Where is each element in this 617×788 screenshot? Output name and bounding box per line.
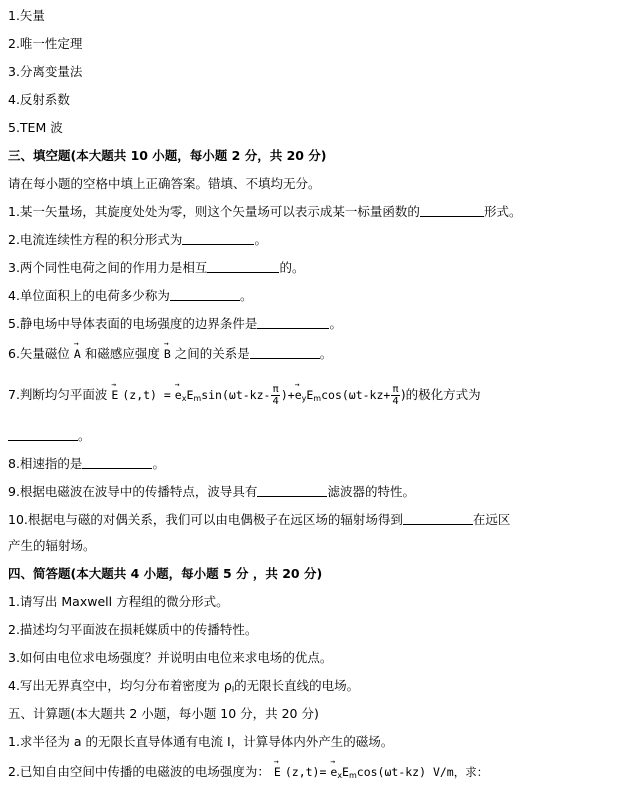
q5-text: 5.静电场中导体表面的电场强度的边界条件是 [8, 316, 258, 331]
q8-period: 。 [152, 456, 165, 471]
q3-text-b: 的。 [279, 260, 305, 275]
q1-text-b: 形式。 [483, 204, 522, 219]
q6-text-c: 之间的关系是 [174, 346, 250, 361]
q10-blank [403, 512, 473, 525]
fill-question-4 [8, 288, 252, 304]
q10-text-b: 在远区 [472, 512, 511, 527]
cq2-args: (z,t)= [284, 765, 327, 779]
sq4-text-a: 4.写出无界真空中，均匀分布着密度为 ρ [8, 678, 232, 693]
q7-four-2: 4 [392, 396, 399, 407]
q7-vector-e: → E [111, 387, 118, 403]
q6-text-a: 6.矢量磁位 [8, 346, 70, 361]
q1-text-a: 1.某一矢量场，其旋度处处为零，则这个矢量场可以表示成某一标量函数的 [8, 204, 420, 219]
q6-period: 。 [319, 346, 333, 361]
cq2-text-a: 2.已知自由空间中传播的电磁波的电场强度为： [8, 764, 270, 779]
q7-args: (z,t) = [122, 388, 171, 402]
cq2-cos: cos(ωt-kz) V/m，求： [356, 765, 489, 779]
q4-period: 。 [239, 288, 253, 303]
q7-unit-ey: → e [295, 387, 302, 403]
fill-question-3 [8, 260, 304, 276]
q9-text-a: 9.根据电磁波在波导中的传播特点，波导具有 [8, 484, 258, 499]
answer-line-1: 1.矢量 [8, 8, 45, 23]
section-5-title: 五、计算题(本大题共 2 小题，每小题 10 分，共 20 分) [8, 706, 319, 721]
q3-blank [207, 260, 279, 273]
q3-text-a: 3.两个同性电荷之间的作用力是相互 [8, 260, 208, 275]
cq2-unit-ex: → e [330, 764, 337, 780]
cq2-sub-x: x [337, 771, 343, 780]
q7-frac-1 [271, 384, 279, 407]
section-4-title: 四、简答题(本大题共 4 小题，每小题 5 分 ，共 20 分) [8, 566, 323, 581]
q7-sub-x: x [181, 394, 187, 403]
fill-question-10 [8, 512, 510, 528]
cq2-sub-m: m [348, 771, 357, 780]
answer-line-5: 5.TEM 波 [8, 120, 63, 135]
q10-text-a: 10.根据电与磁的对偶关系，我们可以由电偶极子在远区场的辐射场得到 [8, 512, 403, 527]
answer-line-2: 2.唯一性定理 [8, 36, 83, 51]
q7-sub-m: m [193, 394, 202, 403]
cq2-vector-e: → E [274, 764, 281, 780]
sq4-text-b: 的无限长直线的电场。 [234, 678, 360, 693]
q4-text: 4.单位面积上的电荷多少称为 [8, 288, 170, 303]
short-question-3: 3.如何由电位求电场强度？并说明由电位来求电场的优点。 [8, 650, 333, 665]
q7-blank [8, 428, 78, 441]
q7-unit-ex: → e [175, 387, 182, 403]
fill-question-7-answer [8, 428, 91, 444]
q7-plus: )+ [280, 388, 295, 402]
fill-question-2 [8, 232, 267, 248]
q7-e: E [186, 388, 194, 402]
section-3-title: 三、填空题(本大题共 10 小题，每小题 2 分，共 20 分) [8, 148, 327, 163]
fill-question-9 [8, 484, 415, 500]
q7-pi-1: π [272, 384, 279, 395]
q7-pi-2: π [392, 384, 399, 395]
short-question-4 [8, 678, 359, 698]
q7-cos: cos(ωt-kz+ [321, 388, 391, 402]
q2-text: 2.电流连续性方程的积分形式为 [8, 232, 183, 247]
q9-text-b: 滤波器的特性。 [327, 484, 415, 499]
q7-text-a: 7.判断均匀平面波 [8, 387, 108, 402]
fill-question-5 [8, 316, 342, 332]
calc-question-1: 1.求半径为 a 的无限长直导体通有电流 I，计算导体内外产生的磁场。 [8, 734, 394, 749]
q1-blank [420, 204, 484, 217]
q2-blank [182, 232, 254, 245]
vector-b-symbol: → B [164, 346, 171, 362]
fill-question-7 [8, 384, 481, 407]
fill-question-10-cont: 产生的辐射场。 [8, 538, 96, 553]
q7-four-1: 4 [272, 396, 279, 407]
q5-blank [257, 316, 329, 329]
cq2-e: E [342, 765, 349, 779]
q7-text-b: )的极化方式为 [400, 387, 481, 402]
q5-period: 。 [329, 316, 342, 331]
vector-a-symbol: → A [74, 346, 81, 362]
short-question-1: 1.请写出 Maxwell 方程组的微分形式。 [8, 594, 229, 609]
fill-question-8 [8, 456, 165, 472]
q7-sub-y: y [301, 394, 307, 403]
q8-text: 8.相速指的是 [8, 456, 83, 471]
q7-e2: E [306, 388, 314, 402]
fill-question-1 [8, 204, 521, 220]
answer-line-4: 4.反射系数 [8, 92, 70, 107]
section-3-instruction: 请在每小题的空格中填上正确答案。错填、不填均无分。 [8, 176, 321, 191]
q6-blank [250, 346, 320, 359]
q7-sin: sin(ωt-kz- [201, 388, 271, 402]
q4-blank [170, 288, 240, 301]
answer-line-3: 3.分离变量法 [8, 64, 83, 79]
calc-question-2 [8, 764, 488, 784]
q7-frac-2 [391, 384, 399, 407]
q7-sub-m2: m [313, 394, 322, 403]
q2-period: 。 [254, 232, 267, 247]
fill-question-6 [8, 346, 332, 362]
short-question-2: 2.描述均匀平面波在损耗媒质中的传播特性。 [8, 622, 258, 637]
q7-period: 。 [78, 428, 91, 443]
q6-text-b: 和磁感应强度 [84, 346, 160, 361]
q8-blank [82, 456, 152, 469]
sq4-sub-l: l [231, 685, 235, 694]
q9-blank [257, 484, 327, 497]
